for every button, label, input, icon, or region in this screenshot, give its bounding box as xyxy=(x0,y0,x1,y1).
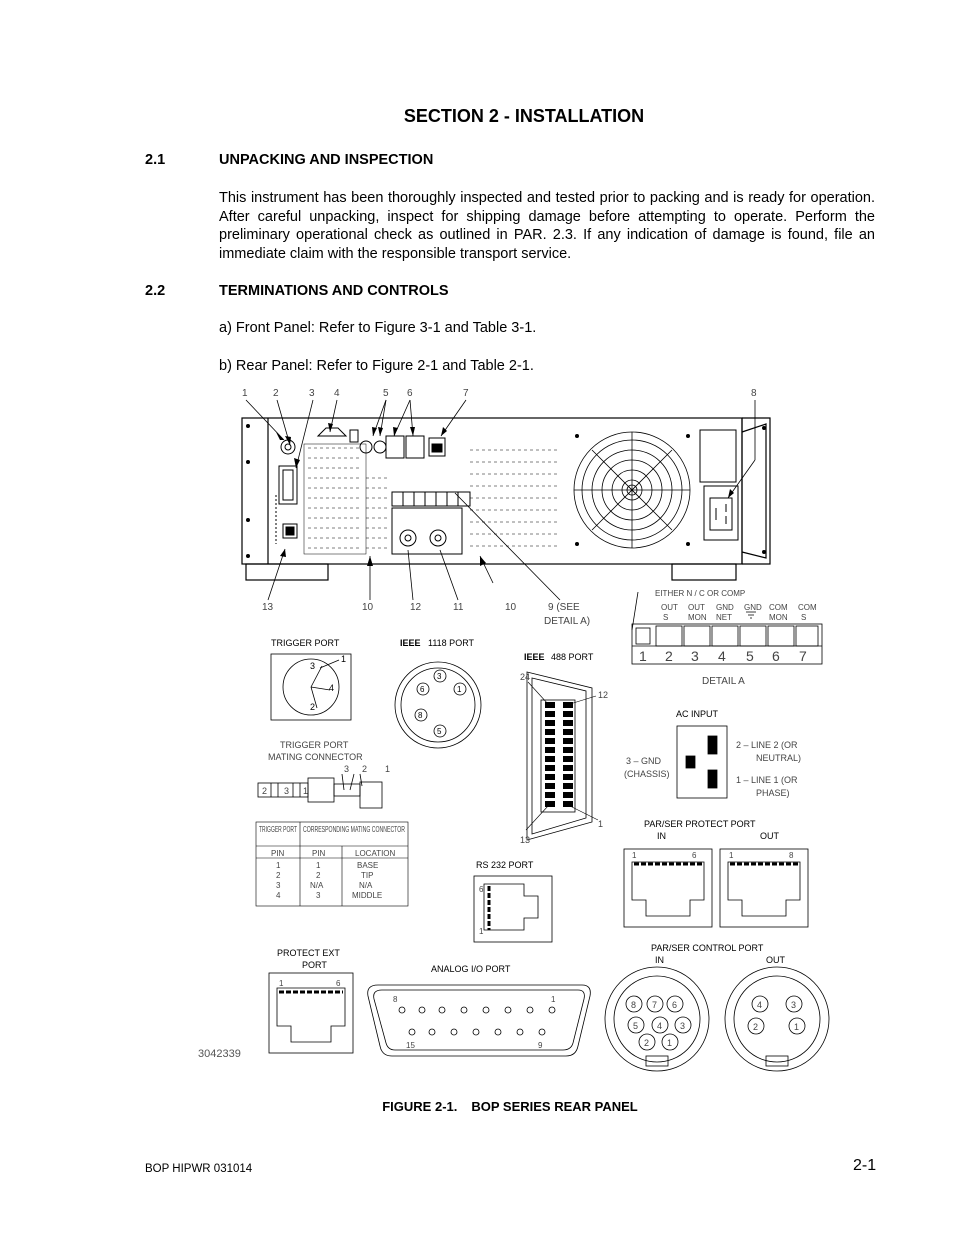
svg-text:6: 6 xyxy=(420,685,425,694)
svg-text:CORRESPONDING MATING CONNECTOR: CORRESPONDING MATING CONNECTOR xyxy=(303,825,406,834)
section-2-2-title: TERMINATIONS AND CONTROLS xyxy=(219,283,449,299)
ac-input-title: AC INPUT xyxy=(676,709,719,719)
svg-text:5: 5 xyxy=(437,727,442,736)
fan-guard xyxy=(574,432,690,548)
svg-text:COM: COM xyxy=(769,603,788,612)
svg-text:2: 2 xyxy=(362,764,368,774)
svg-text:13: 13 xyxy=(520,835,531,845)
svg-text:15: 15 xyxy=(406,1041,415,1050)
svg-text:TIP: TIP xyxy=(361,871,374,880)
svg-text:5: 5 xyxy=(633,1021,639,1031)
svg-text:2: 2 xyxy=(753,1022,759,1032)
section-2-1-title: UNPACKING AND INSPECTION xyxy=(219,152,434,168)
svg-text:1: 1 xyxy=(316,861,321,870)
svg-text:6: 6 xyxy=(479,885,484,894)
svg-text:3: 3 xyxy=(284,786,290,796)
svg-text:1 – LINE 1 (OR: 1 – LINE 1 (OR xyxy=(736,775,798,785)
bottom-leader-lines xyxy=(268,493,560,600)
svg-text:1: 1 xyxy=(794,1022,800,1032)
callout-10a: 10 xyxy=(362,602,374,613)
callout-12: 12 xyxy=(410,602,422,613)
svg-text:GND: GND xyxy=(744,603,762,612)
svg-text:6: 6 xyxy=(692,851,697,860)
svg-text:NET: NET xyxy=(716,613,732,622)
svg-text:1: 1 xyxy=(303,786,309,796)
front-panel-reference: a) Front Panel: Refer to Figure 3-1 and Table 3-1. xyxy=(219,320,537,336)
terminal-block xyxy=(392,492,470,554)
analog-io-port xyxy=(368,985,591,1056)
svg-text:COM: COM xyxy=(798,603,817,612)
svg-text:1: 1 xyxy=(639,648,647,664)
top-callouts xyxy=(242,388,757,399)
ieee488-title-prefix: IEEE xyxy=(524,652,545,662)
svg-text:2: 2 xyxy=(310,702,316,712)
svg-text:6: 6 xyxy=(672,1000,678,1010)
svg-text:3: 3 xyxy=(344,764,350,774)
callout-9-line1: 9 (SEE xyxy=(548,602,580,613)
svg-text:N/A: N/A xyxy=(310,881,324,890)
callout-11: 11 xyxy=(453,602,464,613)
svg-text:N/A: N/A xyxy=(359,881,373,890)
svg-text:3: 3 xyxy=(791,1000,797,1010)
parser-control-port xyxy=(605,967,829,1071)
figure-caption-text: BOP SERIES REAR PANEL xyxy=(471,1099,638,1114)
ieee488-pins xyxy=(545,702,573,807)
parser-protect-title: PAR/SER PROTECT PORT xyxy=(644,819,756,829)
svg-text:12: 12 xyxy=(598,690,609,700)
svg-text:1: 1 xyxy=(479,927,484,936)
svg-text:1: 1 xyxy=(341,654,347,664)
svg-text:MON: MON xyxy=(688,613,707,622)
svg-text:1: 1 xyxy=(632,851,637,860)
callout-10b: 10 xyxy=(505,602,517,613)
svg-text:8: 8 xyxy=(393,995,398,1004)
svg-text:(CHASSIS): (CHASSIS) xyxy=(624,769,670,779)
svg-text:PIN: PIN xyxy=(312,849,326,858)
figure-caption xyxy=(0,1099,954,1114)
chassis-ac-inlet xyxy=(700,430,738,540)
svg-text:GND: GND xyxy=(716,603,734,612)
parser-control-title: PAR/SER CONTROL PORT xyxy=(651,943,764,953)
ieee488-port xyxy=(527,672,592,840)
top-connectors xyxy=(318,428,445,458)
svg-text:PIN: PIN xyxy=(271,849,285,858)
detail-either-label: EITHER N / C OR COMP xyxy=(655,589,746,598)
svg-text:1: 1 xyxy=(279,979,284,988)
callout-4: 4 xyxy=(334,388,340,399)
svg-text:OUT: OUT xyxy=(688,603,705,612)
detail-a-text xyxy=(655,589,817,622)
ieee1118-title-prefix: IEEE xyxy=(400,638,421,648)
svg-text:4: 4 xyxy=(757,1000,763,1010)
trigger-mating-connector xyxy=(258,774,382,808)
bottom-callouts xyxy=(262,602,590,627)
svg-text:3: 3 xyxy=(437,672,442,681)
svg-text:1: 1 xyxy=(598,819,604,829)
detail-t2-label: OUT xyxy=(661,603,678,612)
svg-text:4: 4 xyxy=(657,1021,663,1031)
svg-text:3: 3 xyxy=(691,648,699,664)
footer-page-number: 2-1 xyxy=(853,1157,877,1174)
svg-text:3 – GND: 3 – GND xyxy=(626,756,662,766)
left-connectors xyxy=(276,440,297,544)
callout-1: 1 xyxy=(242,388,248,399)
svg-text:S: S xyxy=(663,613,669,622)
parser-protect-port xyxy=(624,849,808,927)
svg-text:1: 1 xyxy=(551,995,556,1004)
svg-text:2: 2 xyxy=(262,786,268,796)
mating-title-2: MATING CONNECTOR xyxy=(268,752,363,762)
ac-input xyxy=(677,726,727,798)
callout-5: 5 xyxy=(383,388,389,399)
svg-text:2: 2 xyxy=(316,871,321,880)
rs232-port xyxy=(474,876,552,942)
svg-text:BASE: BASE xyxy=(357,861,379,870)
svg-text:24: 24 xyxy=(520,672,531,682)
rear-panel-reference: b) Rear Panel: Refer to Figure 2-1 and Table 2-1. xyxy=(219,358,534,374)
vent-grid xyxy=(304,444,560,554)
svg-text:1: 1 xyxy=(667,1038,673,1048)
top-leader-lines xyxy=(246,400,755,498)
svg-text:3: 3 xyxy=(276,881,281,890)
svg-text:LOCATION: LOCATION xyxy=(355,849,396,858)
svg-text:2: 2 xyxy=(644,1038,650,1048)
svg-text:S: S xyxy=(801,613,807,622)
svg-text:2: 2 xyxy=(665,648,673,664)
svg-text:3: 3 xyxy=(316,891,321,900)
svg-text:4: 4 xyxy=(718,648,726,664)
svg-text:8: 8 xyxy=(418,711,423,720)
section-2-1-number: 2.1 xyxy=(145,152,166,168)
callout-6: 6 xyxy=(407,388,413,399)
svg-text:TRIGGER PORT: TRIGGER PORT xyxy=(259,825,298,834)
callout-3: 3 xyxy=(309,388,315,399)
svg-text:4: 4 xyxy=(329,683,335,693)
svg-text:OUT: OUT xyxy=(766,955,785,965)
svg-text:1: 1 xyxy=(457,685,462,694)
svg-text:8: 8 xyxy=(789,851,794,860)
svg-text:3: 3 xyxy=(310,661,316,671)
protect-ext-title-2: PORT xyxy=(302,960,327,970)
section-2-1-body: This instrument has been thoroughly inspected and tested prior to packing and is ready for operation. After careful unpacking, inspect for shipping damage before attempting to operate. Perform the preliminary operational check as outlined in PAR. 2.3. If any indication of damage is found, file an immediate claim with the responsible transport service. xyxy=(219,190,875,262)
svg-text:1: 1 xyxy=(385,764,391,774)
trigger-port-title: TRIGGER PORT xyxy=(271,638,340,648)
svg-text:MON: MON xyxy=(769,613,788,622)
figure-caption-label: FIGURE 2-1. xyxy=(382,1099,458,1114)
detail-a-numbers xyxy=(639,648,807,687)
ieee1118-title: 1118 PORT xyxy=(428,638,475,648)
svg-text:3: 3 xyxy=(680,1021,686,1031)
drawing-number: 3042339 xyxy=(198,1048,241,1060)
svg-text:7: 7 xyxy=(799,648,807,664)
svg-text:6: 6 xyxy=(772,648,780,664)
svg-text:4: 4 xyxy=(276,891,281,900)
svg-text:PHASE): PHASE) xyxy=(756,788,790,798)
svg-text:1: 1 xyxy=(729,851,734,860)
callout-7: 7 xyxy=(463,388,469,399)
svg-text:5: 5 xyxy=(746,648,754,664)
svg-text:9: 9 xyxy=(538,1041,543,1050)
svg-text:2 – LINE 2 (OR: 2 – LINE 2 (OR xyxy=(736,740,798,750)
callout-2: 2 xyxy=(273,388,279,399)
footer-document-id: BOP HIPWR 031014 xyxy=(145,1163,253,1175)
svg-text:OUT: OUT xyxy=(760,831,779,841)
svg-text:MIDDLE: MIDDLE xyxy=(352,891,383,900)
callout-13: 13 xyxy=(262,602,274,613)
svg-text:7: 7 xyxy=(652,1000,658,1010)
detail-a-title: DETAIL A xyxy=(702,676,745,687)
callout-8: 8 xyxy=(751,388,757,399)
callout-9-line2: DETAIL A) xyxy=(544,616,591,627)
analog-io-title: ANALOG I/O PORT xyxy=(431,964,511,974)
section-2-2-number: 2.2 xyxy=(145,283,166,299)
svg-text:8: 8 xyxy=(631,1000,637,1010)
svg-text:NEUTRAL): NEUTRAL) xyxy=(756,753,802,763)
svg-text:2: 2 xyxy=(276,871,281,880)
section-title: SECTION 2 - INSTALLATION xyxy=(403,106,645,126)
rs232-title: RS 232 PORT xyxy=(476,860,534,870)
ieee488-title: 488 PORT xyxy=(551,652,594,662)
protect-ext-title-1: PROTECT EXT xyxy=(277,948,340,958)
chassis xyxy=(242,418,770,580)
svg-text:1: 1 xyxy=(276,861,281,870)
svg-text:6: 6 xyxy=(336,979,341,988)
svg-text:IN: IN xyxy=(655,955,664,965)
mating-title-1: TRIGGER PORT xyxy=(280,740,349,750)
svg-text:IN: IN xyxy=(657,831,666,841)
